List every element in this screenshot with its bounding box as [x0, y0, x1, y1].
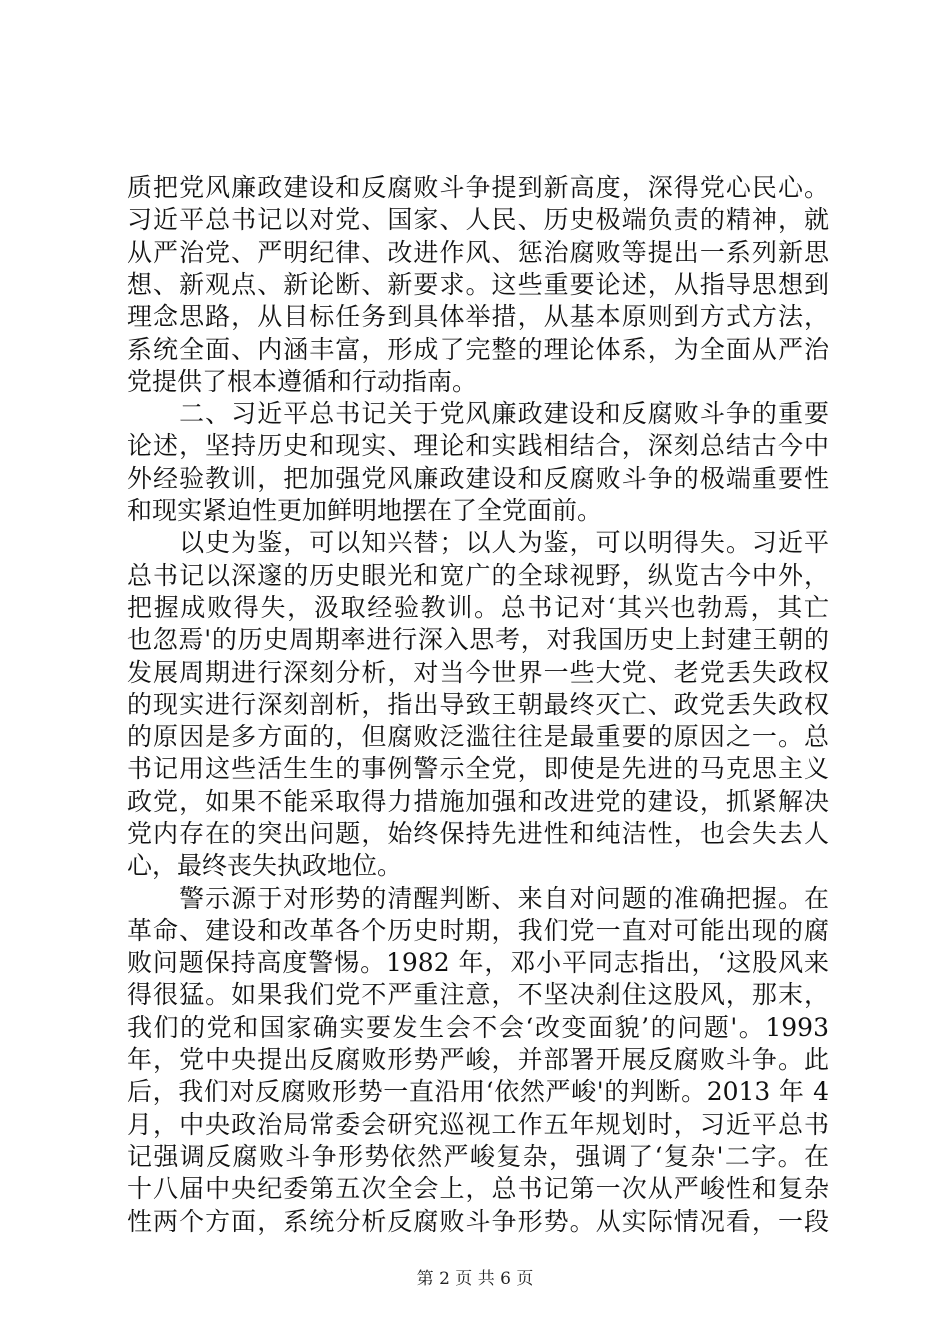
text-line: 后，我们对反腐败形势一直沿用‘依然严峻'的判断。2013 年 4 — [127, 1077, 829, 1106]
text-line: 的原因是多方面的，但腐败泛滥往往是最重要的原因之一。总 — [127, 722, 829, 751]
text-line: 论述，坚持历史和现实、理论和实践相结合，深刻总结古今中 — [127, 431, 829, 460]
text-line: 以史为鉴，可以知兴替；以人为鉴，可以明得失。习近平 — [127, 528, 829, 557]
text-line: 也忽焉'的历史周期率进行深入思考，对我国历史上封建王朝的 — [127, 625, 829, 654]
text-line: 革命、建设和改革各个历史时期，我们党一直对可能出现的腐 — [127, 916, 829, 945]
text-line: 想、新观点、新论断、新要求。这些重要论述，从指导思想到 — [127, 270, 829, 299]
text-line: 把握成败得失，汲取经验教训。总书记对‘其兴也勃焉，其亡 — [127, 593, 829, 622]
text-line: 和现实紧迫性更加鲜明地摆在了全党面前。 — [127, 496, 603, 525]
text-line: 党提供了根本遵循和行动指南。 — [127, 367, 478, 396]
text-line: 党内存在的突出问题，始终保持先进性和纯洁性，也会失去人 — [127, 819, 829, 848]
text-line: 我们的党和国家确实要发生会不会‘改变面貌’的问题'。1993 — [127, 1013, 829, 1042]
text-line: 发展周期进行深刻分析，对当今世界一些大党、老党丢失政权 — [127, 658, 829, 687]
text-line: 得很猛。如果我们党不严重注意，不坚决刹住这股风，那末， — [127, 980, 829, 1009]
text-line: 年，党中央提出反腐败形势严峻，并部署开展反腐败斗争。此 — [127, 1045, 829, 1074]
text-line: 记强调反腐败斗争形势依然严峻复杂，强调了‘复杂'二字。在 — [127, 1142, 829, 1171]
text-line: 书记用这些活生生的事例警示全党，即使是先进的马克思主义 — [127, 754, 829, 783]
text-line: 总书记以深邃的历史眼光和宽广的全球视野，纵览古今中外， — [127, 561, 829, 590]
text-line: 月，中央政治局常委会研究巡视工作五年规划时，习近平总书 — [127, 1110, 829, 1139]
text-line: 质把党风廉政建设和反腐败斗争提到新高度，深得党心民心。 — [127, 173, 829, 202]
text-line: 败问题保持高度警惕。1982 年，邓小平同志指出，‘这股风来 — [127, 948, 829, 977]
text-line: 警示源于对形势的清醒判断、来自对问题的准确把握。在 — [127, 884, 829, 913]
text-line: 政党，如果不能采取得力措施加强和改进党的建设，抓紧解决 — [127, 787, 829, 816]
text-line: 十八届中央纪委第五次全会上，总书记第一次从严峻性和复杂 — [127, 1174, 829, 1203]
text-line: 外经验教训，把加强党风廉政建设和反腐败斗争的极端重要性 — [127, 464, 829, 493]
text-line: 心，最终丧失执政地位。 — [127, 851, 403, 880]
text-line: 性两个方面，系统分析反腐败斗争形势。从实际情况看，一段 — [127, 1207, 829, 1236]
text-line: 从严治党、严明纪律、改进作风、惩治腐败等提出一系列新思 — [127, 238, 829, 267]
text-line: 习近平总书记以对党、国家、人民、历史极端负责的精神，就 — [127, 205, 829, 234]
text-line: 的现实进行深刻剖析，指出导致王朝最终灭亡、政党丢失政权 — [127, 690, 829, 719]
text-line: 系统全面、内涵丰富，形成了完整的理论体系，为全面从严治 — [127, 335, 829, 364]
page-footer: 第 2 页 共 6 页 — [416, 1269, 534, 1289]
text-line: 二、习近平总书记关于党风廉政建设和反腐败斗争的重要 — [127, 399, 829, 428]
text-line: 理念思路，从目标任务到具体举措，从基本原则到方式方法， — [127, 302, 829, 331]
